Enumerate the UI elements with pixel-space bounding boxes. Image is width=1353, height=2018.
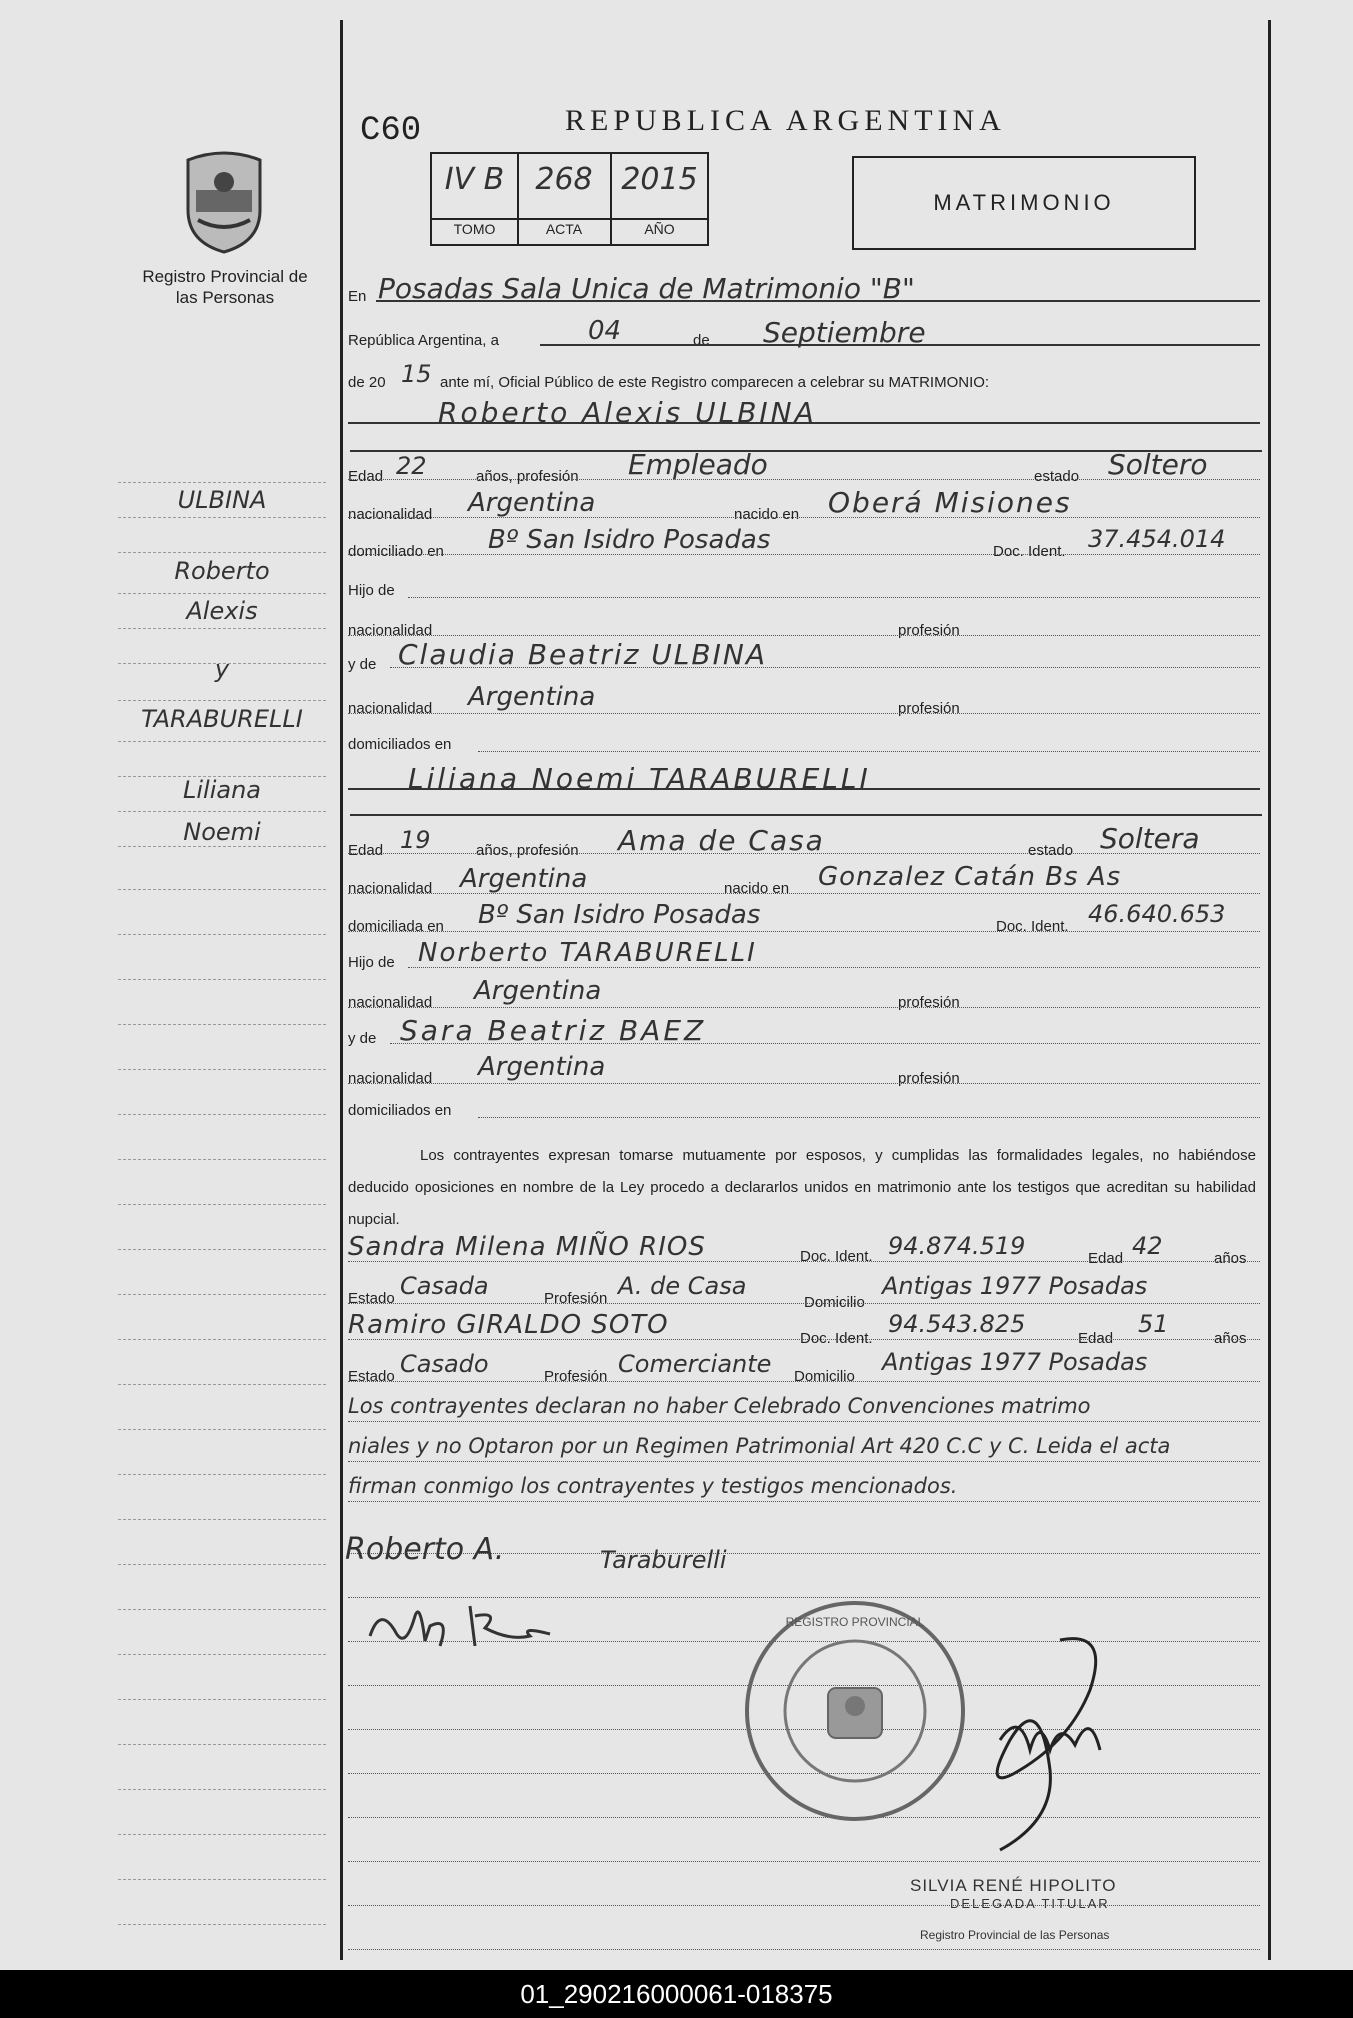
year-row: de 20 15 ante mí, Oficial Público de este Registro comparecen a celebrar su MATRIMONIO: [348,360,990,391]
margin-conjunction: y [214,655,230,683]
witness-signatures-icon [360,1586,560,1666]
witness2-occupation: Comerciante [618,1350,772,1378]
svg-text:REGISTRO PROVINCIAL: REGISTRO PROVINCIAL [785,1615,925,1629]
witness2-id: 94.543.825 [888,1310,1026,1338]
tomo-label: TOMO [453,221,496,237]
record-box [430,152,709,246]
spouse1-status: Soltero [1108,448,1208,481]
declaration-text: Los contrayentes expresan tomarse mutuamente por esposos, y cumplidas las formalidades legales, no habiéndose deducido oposiciones en nombre de la Ley procedo a declararlos unidos en matrimonio ante los testigos que acreditan su habilidad nupcial. [348,1147,1256,1228]
tomo-value: IV B [444,162,505,197]
spouse2-father-nat-row: nacionalidad Argentina profesión [348,980,1260,1014]
witness1-details-row: Estado Casada Profesión A. de Casa Domicilio Antigas 1977 Posadas [348,1276,1260,1310]
spouse2-father-nationality: Argentina [474,976,602,1006]
spouse2-mother-row: y de Sara Beatriz BAEZ [348,1016,1260,1050]
witness2-address: Antigas 1977 Posadas [882,1348,1148,1376]
registry-name: Registro Provincial de las Personas [142,267,308,307]
spouse2-name: Liliana Noemi TARABURELLI [408,762,871,795]
spouse2-name-row [348,762,1260,796]
witness1-name: Sandra Milena MIÑO RIOS [348,1232,706,1262]
spouse2-mother: Sara Beatriz BAEZ [400,1014,707,1047]
right-margin-rule [1268,20,1271,1960]
spouse1-father-row: Hijo de [348,570,1260,604]
place-row: En Posadas Sala Unica de Matrimonio "B" [348,274,1260,308]
spouse1-nationality-row: nacionalidad Argentina nacido en Oberá Misiones [348,490,1260,524]
witness2-name-row: Ramiro GIRALDO SOTO Doc. Ident. 94.543.825 Edad 51 años [348,1312,1260,1346]
witness1-age: 42 [1132,1232,1163,1260]
spouse2-mother-nationality: Argentina [478,1052,606,1082]
margin-name-2b: Noemi [183,818,261,846]
spouse1-signature: Roberto A. [345,1532,505,1567]
spouse1-age: 22 [396,452,427,480]
year-value: 15 [401,360,432,388]
spouse2-signature: Taraburelli [600,1546,727,1574]
ano-value: 2015 [621,162,698,197]
spouse2-parents-address-row: domiciliados en [348,1090,1260,1124]
spouse2-nationality-row: nacionalidad Argentina nacido en Gonzalez Catán Bs As [348,866,1260,900]
witness2-age: 51 [1138,1310,1169,1338]
witness1-address: Antigas 1977 Posadas [882,1272,1148,1300]
spouse2-age: 19 [400,826,431,854]
spouse2-id: 46.640.653 [1088,900,1226,928]
spouse2-address: Bº San Isidro Posadas [478,900,761,930]
official-name: SILVIA RENÉ HIPOLITO [910,1876,1117,1895]
spouse2-mother-nat-row: nacionalidad Argentina profesión [348,1056,1260,1090]
spouse1-nationality: Argentina [468,488,596,518]
official-signature-icon [940,1620,1150,1860]
witness2-details-row: Estado Casado Profesión Comerciante Domicilio Antigas 1977 Posadas [348,1354,1260,1388]
witness1-name-row: Sandra Milena MIÑO RIOS Doc. Ident. 94.874.519 Edad 42 años [348,1234,1260,1268]
witness1-id: 94.874.519 [888,1232,1026,1260]
margin-name-1a: Roberto [174,557,270,585]
spouse1-address: Bº San Isidro Posadas [488,525,771,555]
spouse2-address-row: domiciliada en Bº San Isidro Posadas Doc. Ident. 46.640.653 [348,904,1260,938]
note-line-3: firman conmigo los contrayentes y testigos mencionados. [348,1474,1260,1508]
spouse1-occupation: Empleado [628,448,768,481]
spouse1-father-nat-row: nacionalidad profesión [348,608,1260,642]
spouse1-id: 37.454.014 [1088,525,1226,553]
document-type: MATRIMONIO [933,190,1115,215]
acta-label: ACTA [545,221,583,237]
official-registry: Registro Provincial de las Personas [920,1928,1110,1942]
spouse2-birthplace: Gonzalez Catán Bs As [818,862,1122,892]
note-line-2: niales y no Optaron por un Regimen Patrimonial Art 420 C.C y C. Leida el acta [348,1434,1260,1468]
day-value: 04 [588,316,622,346]
official-seal-icon [740,1596,970,1826]
country-title: REPUBLICA ARGENTINA [565,104,1006,137]
spouse1-mother-row: y de Claudia Beatriz ULBINA [348,640,1260,674]
margin-surname-2: TARABURELLI [141,705,303,733]
month-value: Septiembre [763,316,926,349]
witness1-status: Casada [400,1272,489,1300]
spouse1-address-row: domiciliado en Bº San Isidro Posadas Doc. Ident. 37.454.014 [348,527,1260,561]
spouse1-birthplace: Oberá Misiones [828,486,1072,519]
folio-number: C60 [360,112,422,150]
document-type-box [852,156,1196,250]
spouse1-age-row: Edad 22 años, profesión Empleado estado Soltero [348,452,1260,486]
date-row: República Argentina, a 04 de Septiembre [348,318,1260,352]
spouse2-occupation: Ama de Casa [618,824,825,857]
spouse1-mother-nat-row: nacionalidad Argentina profesión [348,686,1260,720]
witness1-occupation: A. de Casa [618,1272,747,1300]
spouse1-name: Roberto Alexis ULBINA [438,396,817,429]
spouse2-age-row: Edad 19 años, profesión Ama de Casa estado Soltera [348,826,1260,860]
spouse1-mother: Claudia Beatriz ULBINA [398,638,767,671]
witness2-status: Casado [400,1350,489,1378]
margin-surname-1: ULBINA [177,486,267,514]
spouse2-father-row: Hijo de Norberto TARABURELLI [348,940,1260,974]
note-line-1: Los contrayentes declaran no haber Celebrado Convenciones matrimo [348,1394,1260,1428]
spouse1-name-row [348,396,1260,430]
province-crest-icon [178,150,270,254]
official-title: DELEGADA TITULAR [950,1896,1110,1911]
spouse2-nationality: Argentina [460,864,588,894]
spouse2-father: Norberto TARABURELLI [418,938,757,968]
ano-label: AÑO [644,221,675,237]
margin-name-2a: Liliana [183,776,261,804]
left-margin-rule [340,20,343,1960]
acta-value: 268 [535,162,593,197]
spouse1-parents-address-row: domiciliados en [348,724,1260,758]
margin-name-1b: Alexis [186,597,258,625]
place-value: Posadas Sala Unica de Matrimonio "B" [378,272,915,305]
witness2-name: Ramiro GIRALDO SOTO [348,1310,669,1340]
spouse2-status: Soltera [1100,822,1200,855]
scan-id-footer: 01_290216000061-018375 [0,1970,1353,2018]
spouse1-mother-nationality: Argentina [468,682,596,712]
